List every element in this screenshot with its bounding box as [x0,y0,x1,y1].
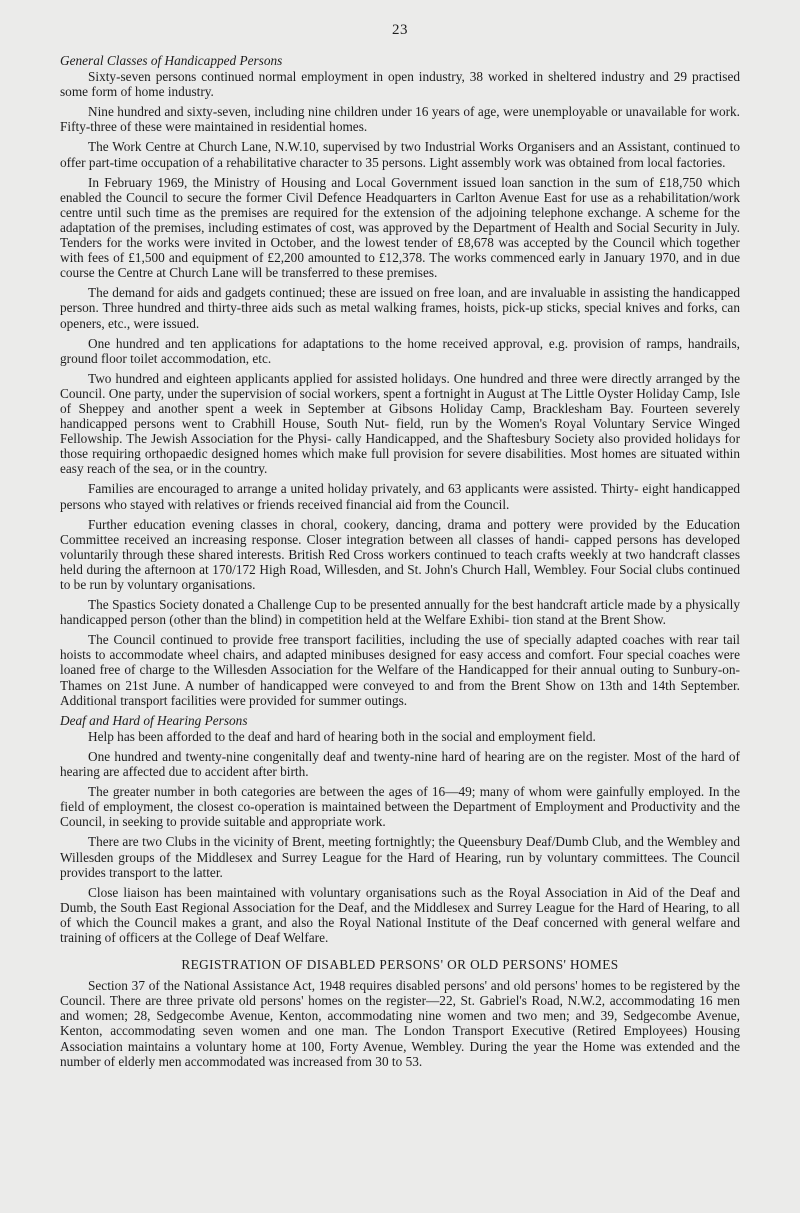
paragraph: Nine hundred and sixty-seven, including nine children under 16 years of age, were unemployable or unavailable for work. Fifty-three of these were maintained in residential homes. [60,104,740,135]
section-heading-handicapped: General Classes of Handicapped Persons [60,53,283,68]
page-body [60,53,740,1074]
paragraph: There are two Clubs in the vicinity of Brent, meeting fortnightly; the Queensbury Deaf/Dumb Club, and the Wembley and Willesden groups of the Middlesex and Surrey League for the Hard of Hearing, run by voluntary committees. The Council provides transport to the latter. [60,834,740,880]
paragraph: One hundred and ten applications for adaptations to the home received approval, e.g. provision of ramps, handrails, ground floor toilet accommodation, etc. [60,335,740,366]
paragraph: One hundred and twenty-nine congenitally deaf and twenty-nine hard of hearing are on the register. Most of the hard of hearing are affected due to accident after birth. [60,748,740,780]
paragraph: The Spastics Society donated a Challenge Cup to be presented annually for the best handcraft article made by a physically handicapped person (other than the blind) in competition held at the Welfare Exhibi- tion stand at the Brent Show. [60,597,740,628]
paragraph: In February 1969, the Ministry of Housing and Local Government issued loan sanction in the sum of £18,750 which enabled the Council to secure the former Civil Defence Headquarters in Carlton Avenue East for use as a rehabilitation/work centre until such time as the premises are required for the extension of the adjoining telephone exchange. A scheme for the adaptation of the premises, including estimates of cost, was approved by the Department of Health and Social Security in July. Tenders for the works were invited in October, and the lowest tender of £8,678 was accepted by the Council which together with fees of £1,500 and equipment of £2,200 amounted to £12,378. The works commenced early in January 1970, and in due course the Centre at Church Lane will be transferred to these premises. [60,174,740,281]
paragraph: The Council continued to provide free transport facilities, including the use of specially adapted coaches with rear tail hoists to accommodate wheel chairs, and adapted minibuses designed for easy access and comfort. Four special coaches were loaned free of charge to the Willesden Association for the Welfare of the Handicapped for their annual outing to Sunbury-on-Thames on 21st June. A number of handicapped were conveyed to and from the Brent Show on 13th and 14th September. Additional transport facilities were provided for summer outings. [60,632,740,708]
paragraph: The demand for aids and gadgets continued; these are issued on free loan, and are invaluable in assisting the handicapped person. Three hundred and thirty-three aids such as metal walking frames, hoists, pick-up sticks, special knives and forks, can openers, etc., were issued. [60,285,740,331]
page-number: 23 [392,22,408,38]
section-heading-registration: REGISTRATION OF DISABLED PERSONS' OR OLD PERSONS' HOMES [181,957,619,973]
paragraph: Close liaison has been maintained with voluntary organisations such as the Royal Association in Aid of the Deaf and Dumb, the South East Regional Association for the Deaf, and the Middlesex and Surrey League for the Hard of Hearing, to all of which the Council makes a grant, and also the Royal National Institute of the Deaf concerned with general welfare and training of officers at the College of Deaf Welfare. [60,884,740,945]
paragraph: Further education evening classes in choral, cookery, dancing, drama and pottery were provided by the Education Committee received an increasing response. Closer integration between all classes of handi- capped persons has developed voluntarily through these shared interests. British Red Cross workers continued to teach crafts weekly at two handcraft classes held during the afternoon at 170/172 High Road, Willesden, and St. John's Church Hall, Wembley. Four Social clubs continued to be run by voluntary organisations. [60,516,740,592]
paragraph: Families are encouraged to arrange a united holiday privately, and 63 applicants were assisted. Thirty- eight handicapped persons who stayed with relatives or friends received financial aid from the Council. [60,481,740,512]
paragraph: Two hundred and eighteen applicants applied for assisted holidays. One hundred and three were directly arranged by the Council. One party, under the supervision of social workers, spent a fortnight in August at The Little Oyster Holiday Camp, Isle of Sheppey and another spent a week in September at Gibsons Holiday Camp, Bracklesham Bay. Fourteen severely handicapped persons went to Crabhill House, South Nut- field, run by the Women's Royal Voluntary Service Winged Fellowship. The Jewish Association for the Physi- cally Handicapped, and the Shaftesbury Society also provided holidays for those requiring orthopaedic designed homes which make full provision for severe disabilities. Most homes are situated within easy reach of the sea, or in the country. [60,370,740,477]
paragraph: The greater number in both categories are between the ages of 16—49; many of whom were gainfully employed. In the field of employment, the closest co-operation is maintained between the Department of Employment and Productivity and the Council, in seeking to provide suitable and appropriate work. [60,784,740,830]
paragraph: The Work Centre at Church Lane, N.W.10, supervised by two Industrial Works Organisers and an Assistant, continued to offer part-time occupation of a rehabilitative character to 35 persons. Light assembly work was obtained from local factories. [60,139,740,170]
paragraph: Help has been afforded to the deaf and hard of hearing both in the social and employment field. [88,728,596,744]
paragraph: Sixty-seven persons continued normal employment in open industry, 38 worked in sheltered industry and 29 practised some form of home industry. [60,69,740,100]
section-heading-deaf: Deaf and Hard of Hearing Persons [60,712,248,728]
paragraph: Section 37 of the National Assistance Act, 1948 requires disabled persons' and old persons' homes to be registered by the Council. There are three private old persons' homes on the register—22, St. Gabriel's Road, N.W.2, accommodating 16 men and women; 28, Sedgecombe Avenue, Kenton, accommodating nine women and two men; and 39, Sedgecombe Avenue, Kenton, accommodating seven women and one man. The London Transport Executive (Retired Employees) Housing Association maintains a voluntary home at 100, Forty Avenue, Wembley. During the year the Home was extended and the number of elderly men accommodated was increased from 30 to 53. [60,978,740,1069]
